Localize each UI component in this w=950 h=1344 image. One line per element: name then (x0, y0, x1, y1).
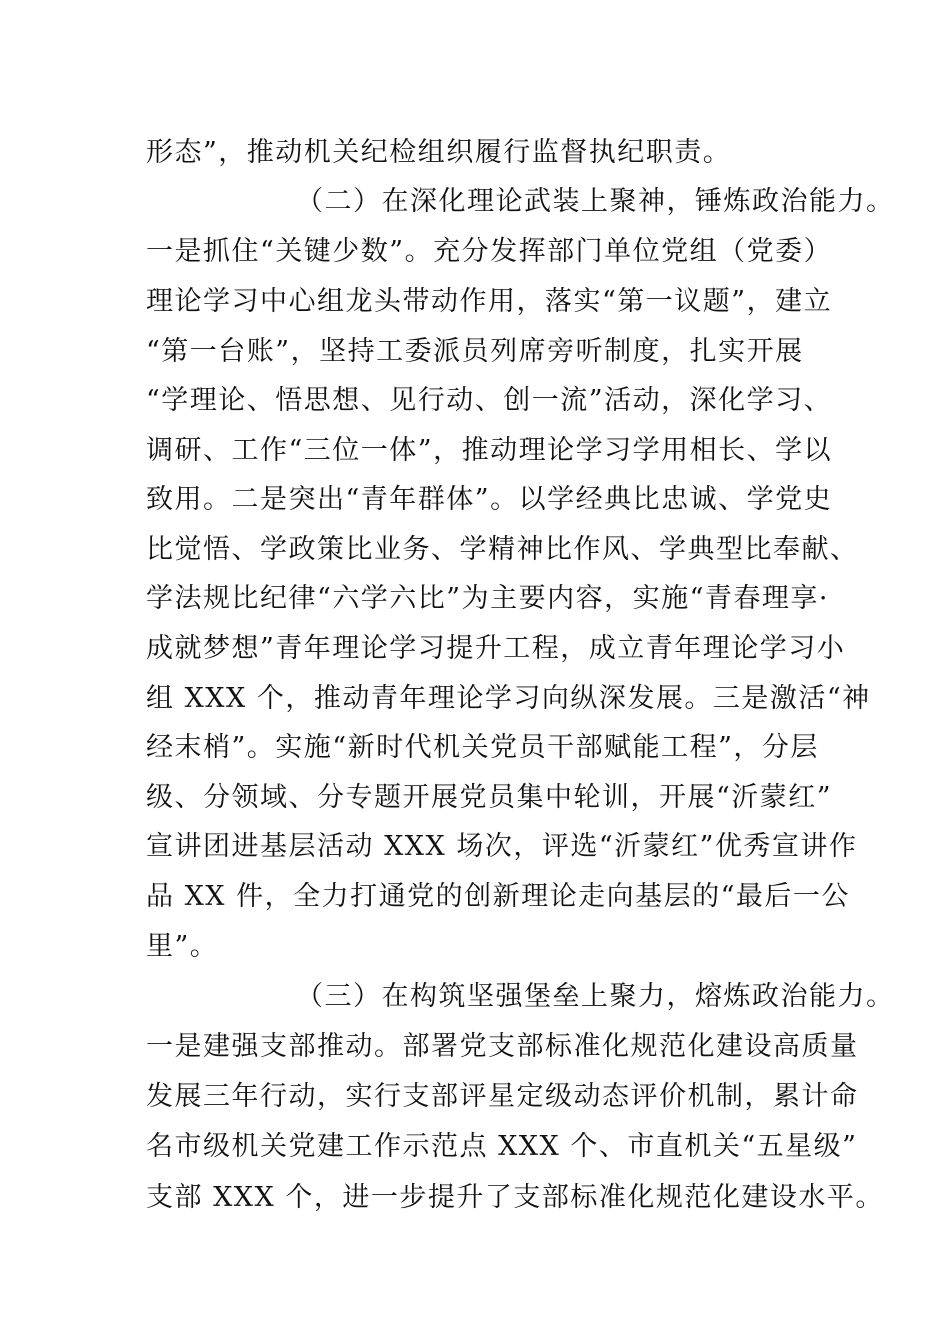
text-line: “学理论、悟思想、见行动、创一流”活动，深化学习、 (146, 385, 833, 416)
text-line: 学法规比纪律“六学六比”为主要内容，实施“青春理享· (146, 583, 829, 614)
text-line: 经末梢”。实施“新时代机关党员干部赋能工程”，分层 (146, 732, 819, 763)
text-line: 调研、工作“三位一体”，推动理论学习学用相长、学以 (146, 435, 833, 466)
text-line: 一是建强支部推动。部署党支部标准化规范化建设高质量 (146, 1031, 859, 1062)
text-line: 级、分领域、分专题开展党员集中轮训，开展“沂蒙红” (146, 782, 833, 813)
section-heading-2: （二）在深化理论武装上聚神，锤炼政治能力。 (296, 186, 895, 217)
text-line: 成就梦想”青年理论学习提升工程，成立青年理论学习小 (146, 633, 846, 664)
section-heading-3: （三）在构筑坚强堡垒上聚力，熔炼政治能力。 (296, 981, 895, 1012)
text-line: 品 XX 件，全力打通党的创新理论走向基层的“最后一公 (146, 881, 850, 912)
text-line: 比觉悟、学政策比业务、学精神比作风、学典型比奉献、 (146, 534, 859, 565)
text-line: 宣讲团进基层活动 XXX 场次，评选“沂蒙红”优秀宣讲作 (146, 831, 858, 862)
text-line: 支部 XXX 个，进一步提升了支部标准化规范化建设水平。 (146, 1182, 884, 1213)
text-line: 形态”，推动机关纪检组织履行监督执纪职责。 (146, 137, 732, 168)
text-line: 名市级机关党建工作示范点 XXX 个、市直机关“五星级” (146, 1131, 858, 1162)
text-line: 致用。二是突出“青年群体”。以学经典比忠诚、学党史 (146, 484, 833, 515)
text-line: “第一台账”，坚持工委派员列席旁听制度，扎实开展 (146, 336, 804, 367)
text-line: 一是抓住“关键少数”。充分发挥部门单位党组（党委） (146, 236, 833, 267)
text-line: 组 XXX 个，推动青年理论学习向纵深发展。三是激活“神 (146, 683, 871, 714)
text-line: 发展三年行动，实行支部评星定级动态评价机制，累计命 (146, 1081, 859, 1112)
text-line: 理论学习中心组龙头带动作用，落实“第一议题”，建立 (146, 286, 833, 317)
text-line: 里”。 (146, 931, 219, 962)
